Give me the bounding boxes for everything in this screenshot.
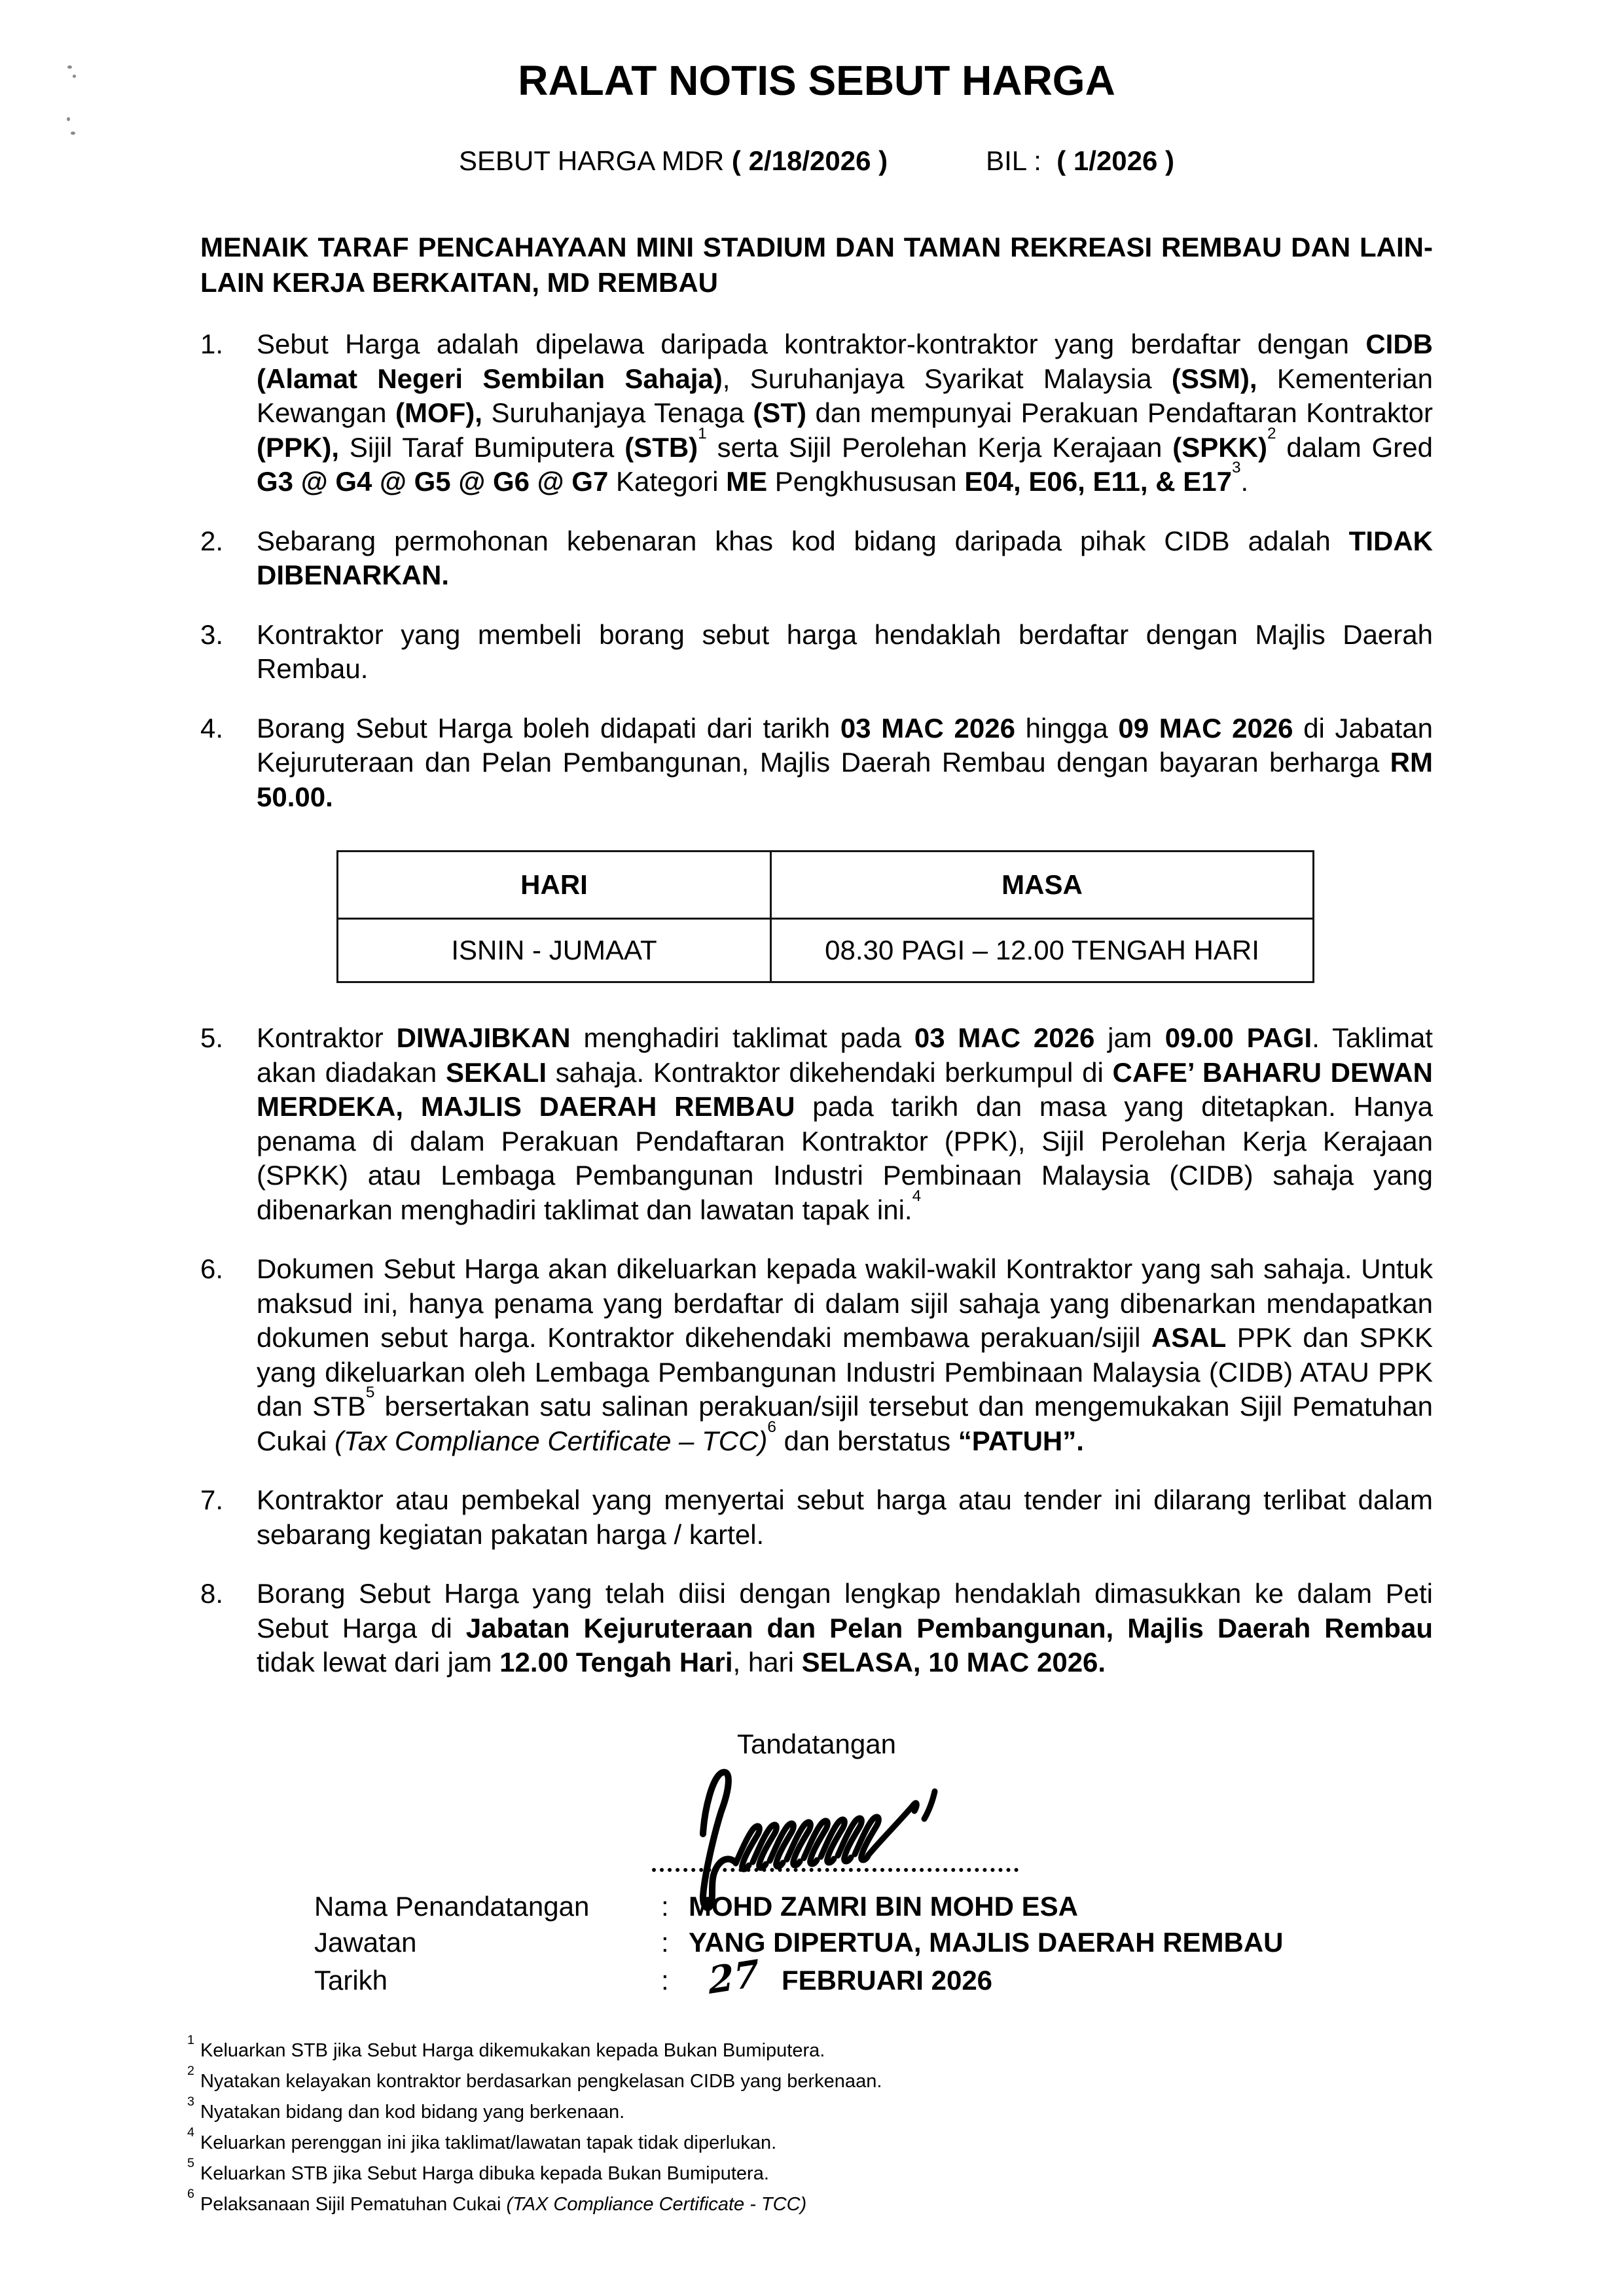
footnote-marker: 5 [187,2155,194,2170]
footnote-4 [187,2125,1434,2159]
item-number: 8. [200,1578,224,1609]
list-item-5 [200,1021,1433,1227]
item-number: 1. [200,329,224,360]
footnote-2 [187,2063,1434,2097]
list-item-7 [200,1483,1433,1552]
page-title: RALAT NOTIS SEBUT HARGA [518,57,1115,104]
footnote-marker: 1 [187,2032,194,2047]
table-header-masa: MASA [771,852,1314,919]
list-item-2 [200,524,1433,593]
field-colon: : [661,1964,669,1996]
footnote-text: Keluarkan perenggan ini jika taklimat/lawatan tapak tidak diperlukan. [200,2132,777,2154]
footnotes [187,2032,1434,2220]
item-number: 3. [200,619,224,650]
item-text: Kontraktor atau pembekal yang menyertai sebut harga atau tender ini dilarang terlibat dalam sebarang kegiatan pakatan harga / kartel. [257,1484,1433,1550]
field-colon: : [661,1926,669,1958]
quotation-reference: SEBUT HARGA MDR ( 2/18/2026 ) [458,145,888,177]
bil-reference: BIL : ( 1/2026 ) [986,145,1175,177]
footnote-text: Nyatakan kelayakan kontraktor berdasarkan pengkelasan CIDB yang berkenaan. [200,2071,882,2092]
schedule-table [336,850,1314,983]
item-text: Sebut Harga adalah dipelawa daripada kontraktor-kontraktor yang berdaftar dengan CIDB (Alamat Negeri Sembilan Sahaja), Suruhanjaya Syarikat Malaysia (SSM), Kementerian Kewangan (MOF), Suruhanjaya Tenaga (ST) dan mempunyai Perakuan Pendaftaran Kontraktor (PPK), Sijil Taraf Bumiputera (STB)$^1$ serta Sijil Perolehan Kerja Kerajaan (SPKK)$^2$ dalam Gred G3 @ G4 @ G5 @ G6 @ G7 Kategori ME Pengkhususan E04, E06, E11, & $E17^3$. [257,329,1434,497]
signatory-name: MOHD ZAMRI BIN MOHD ESA [689,1891,1078,1922]
item-text: Borang Sebut Harga boleh didapati dari tarikh 03 MAC 2026 hingga 09 MAC 2026 di Jabatan Kejuruteraan dan Pelan Pembangunan, Majlis Daerah Rembau dengan bayaran berharga RM 50.00. [257,712,1433,812]
scan-speck [67,65,72,69]
list-item-4 [200,711,1433,815]
item-number: 2. [200,525,224,556]
cell-day: ISNIN - JUMAAT [338,919,771,982]
signatory-title-row [314,1925,1433,1961]
handwritten-day: 27 [707,1951,761,2003]
field-colon: : [661,1891,669,1922]
table-header-hari: HARI [338,852,771,919]
item-text: Sebarang permohonan kebenaran khas kod bidang daripada pihak CIDB adalah TIDAK DIBENARKAN. [257,525,1433,591]
footnote-3 [187,2094,1434,2128]
field-label: Tarikh [314,1964,388,1996]
table-header-row [338,852,1314,919]
footnote-5 [187,2155,1434,2189]
reference-line [200,144,1433,179]
list-item-8 [200,1577,1433,1680]
scan-speck [67,117,70,121]
item-number: 7. [200,1484,224,1516]
footnote-text: Nyatakan bidang dan kod bidang yang berkenaan. [200,2102,625,2123]
footnote-text: Keluarkan STB jika Sebut Harga dibuka kepada Bukan Bumiputera. [200,2163,769,2185]
list-item-6 [200,1252,1433,1458]
footnote-marker: 4 [187,2125,194,2140]
scan-speck [71,132,75,135]
scan-speck [73,75,76,78]
date-text: FEBRUARI 2026 [781,1964,993,1996]
item-number: 4. [200,712,224,744]
signature-date [689,1951,993,2003]
table-row [338,919,1314,982]
signatory-title: YANG DIPERTUA, MAJLIS DAERAH REMBAU [689,1926,1284,1958]
cell-time: 08.30 PAGI – 12.00 TENGAH HARI [771,919,1314,982]
signature-label: Tandatangan [737,1728,896,1759]
item-number: 5. [200,1022,224,1054]
item-text: Kontraktor yang membeli borang sebut harga hendaklah berdaftar dengan Majlis Daerah Rembau. [257,619,1433,685]
item-number: 6. [200,1253,224,1285]
footnote-marker: 3 [187,2094,194,2109]
item-text: Dokumen Sebut Harga akan dikeluarkan kepada wakil-wakil Kontraktor yang sah sahaja. Untuk maksud ini, hanya penama yang berdaftar di dalam sijil sahaja yang dibenarkan mendapatkan dokumen sebut harga. Kontraktor dikehendaki membawa perakuan/sijil ASAL PPK dan SPKK yang dikeluarkan oleh Lembaga Pembangunan Industri Pembinaan Malaysia (CIDB) ATAU PPK dan STB$^5$ bersertakan satu salinan perakuan/sijil tersebut dan mengemukakan Sijil Pematuhan Cukai (Tax Compliance Certificate – TCC)$^6$ dan berstatus “PATUH”. [257,1253,1433,1456]
signature-block [652,1765,1019,1872]
signature-image [690,1765,978,1919]
project-heading: MENAIK TARAF PENCAHAYAAN MINI STADIUM DAN TAMAN REKREASI REMBAU DAN LAIN-LAIN KERJA BERKAITAN, MD REMBAU [200,231,1433,298]
item-text: Borang Sebut Harga yang telah diisi dengan lengkap hendaklah dimasukkan ke dalam Peti Sebut Harga di Jabatan Kejuruteraan dan Pelan Pembangunan, Majlis Daerah Rembau tidak lewat dari jam 12.00 Tengah Hari, hari SELASA, 10 MAC 2026. [257,1578,1433,1678]
item-text: Kontraktor DIWAJIBKAN menghadiri taklimat pada 03 MAC 2026 jam 09.00 PAGI. Taklimat akan diadakan SEKALI sahaja. Kontraktor dikehendaki berkumpul di CAFE’ BAHARU DEWAN MERDEKA, MAJLIS DAERAH REMBAU pada tarikh dan masa yang ditetapkan. Hanya penama di dalam Perakuan Pendaftaran Kontraktor (PPK), Sijil Perolehan Kerja Kerajaan (SPKK) atau Lembaga Pembangunan Industri Pembinaan Malaysia (CIDB) sahaja yang dibenarkan menghadiri taklimat dan lawatan tapak ini.$^4$ [257,1022,1433,1225]
notice-items [200,327,1433,1680]
footnote-6 [187,2186,1434,2220]
footnote-marker: 2 [187,2063,194,2078]
field-label: Jawatan [314,1926,417,1958]
list-item-1 [200,327,1433,499]
list-item-3 [200,618,1433,687]
footnote-marker: 6 [187,2186,194,2201]
footnote-1 [187,2032,1434,2066]
footnote-text: Pelaksanaan Sijil Pematuhan Cukai (TAX Compliance Certificate - TCC) [200,2194,807,2215]
signature-date-row [314,1951,1433,2003]
field-label: Nama Penandatangan [314,1891,590,1922]
footnote-text: Keluarkan STB jika Sebut Harga dikemukakan kepada Bukan Bumiputera. [200,2040,825,2062]
